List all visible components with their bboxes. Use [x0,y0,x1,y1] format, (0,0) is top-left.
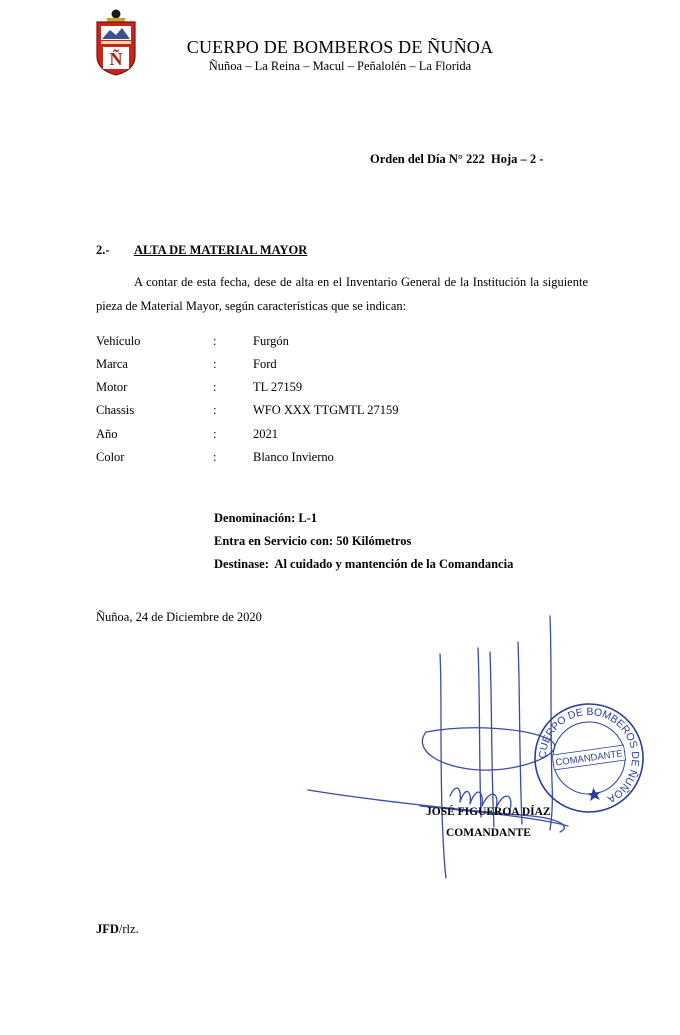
section-paragraph: A contar de esta fecha, dese de alta en el Inventario General de la Institución la siguiente pieza de Material Mayor, según características que se indican: [96,275,588,313]
spec-label: Año [96,427,118,441]
organization-name: CUERPO DE BOMBEROS DE ÑUÑOA [186,37,494,57]
spec-label: Marca [96,357,128,371]
section-title: ALTA DE MATERIAL MAYOR [134,243,308,257]
spec-value: Furgón [253,334,289,348]
spec-colon: : [213,403,217,417]
svg-text:COMANDANTE: COMANDANTE [554,748,624,769]
place-and-date: Ñuñoa, 24 de Diciembre de 2020 [96,610,262,624]
spec-value: Blanco Invierno [253,450,334,464]
spec-value: TL 27159 [253,380,303,394]
destination-line: Destinase: Al cuidado y mantención de la Comandancia [214,557,514,571]
signer-role: COMANDANTE [446,827,531,839]
fire-brigade-crest-logo [94,8,138,76]
organization-communes: Ñuñoa – La Reina – Macul – Peñalolén – La Florida [208,59,472,73]
signer-name: JOSÉ FIGUEROA DÍAZ [426,806,551,818]
spec-value: 2021 [253,427,278,441]
typist-suffix: /rlz. [118,922,139,936]
spec-colon: : [213,334,217,348]
spec-colon: : [213,450,217,464]
svg-text:CUERPO DE BOMBEROS DE ÑUÑOA: CUERPO DE BOMBEROS DE ÑUÑOA [536,705,642,806]
spec-label: Color [96,450,125,464]
section-number: 2.- [96,243,110,257]
author-initials: JFD [96,922,119,936]
spec-value: WFO XXX TTGMTL 27159 [253,403,399,417]
spec-value: Ford [253,357,277,371]
spec-label: Vehículo [96,334,141,348]
order-reference: Orden del Día N° 222 Hoja – 2 - [370,152,544,166]
service-entry-line: Entra en Servicio con: 50 Kilómetros [214,534,412,548]
svg-text:Ñ: Ñ [109,49,123,69]
spec-colon: : [213,427,217,441]
spec-colon: : [213,380,217,394]
typist-initials [96,922,139,937]
spec-label: Motor [96,380,128,394]
spec-label: Chassis [96,403,135,417]
denomination-line: Denominación: L-1 [214,511,318,525]
official-stamp [533,702,645,814]
spec-colon: : [213,357,217,371]
